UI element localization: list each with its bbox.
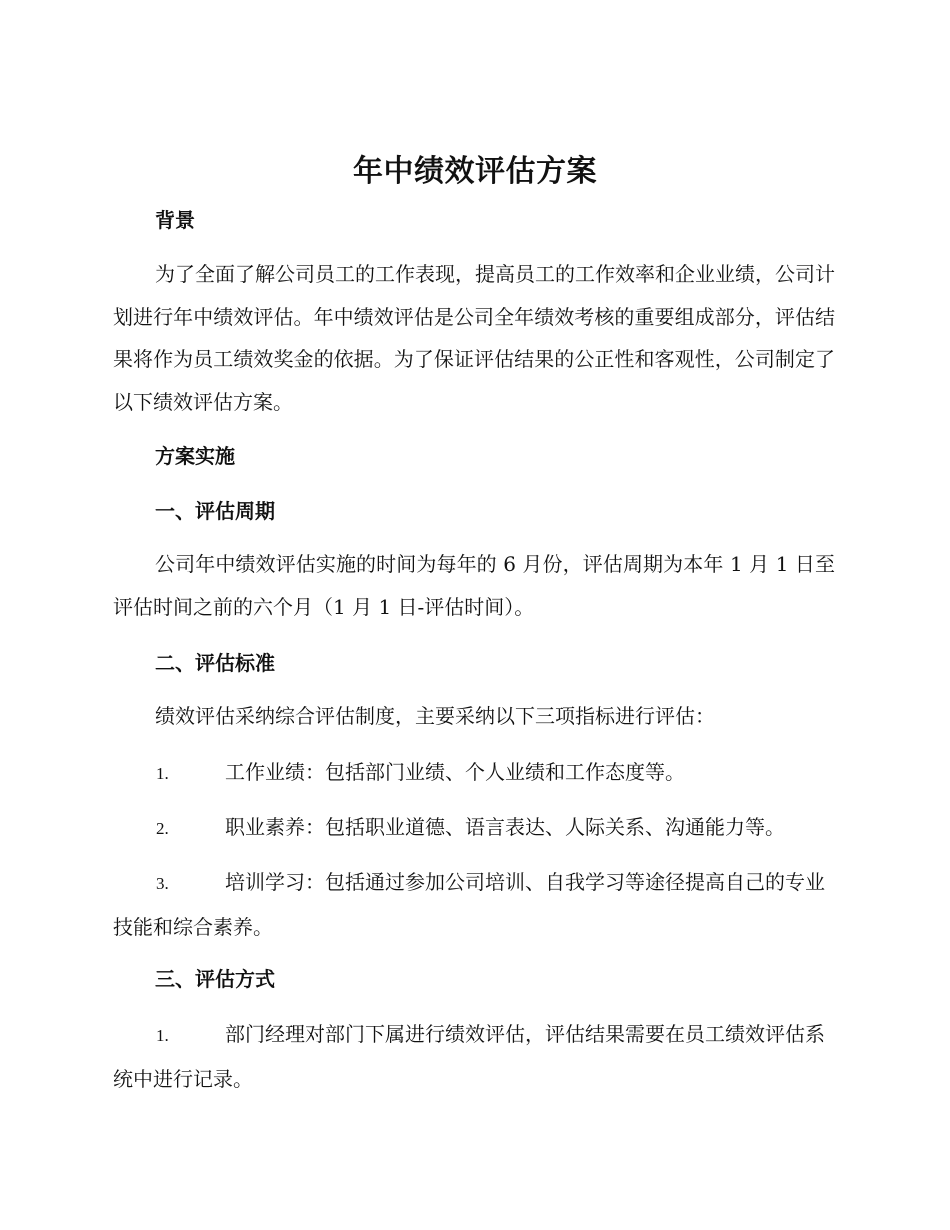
list-item xyxy=(113,1013,835,1100)
list-item-text: 职业素养：包括职业道德、语言表达、人际关系、沟通能力等。 xyxy=(225,815,785,839)
section-heading-period: 一、评估周期 xyxy=(155,499,275,523)
list-item xyxy=(113,861,835,948)
list-item-number: 2. xyxy=(156,819,169,838)
section-heading-background: 背景 xyxy=(155,208,195,232)
list-item-number: 3. xyxy=(156,874,169,893)
list-item-text: 工作业绩：包括部门业绩、个人业绩和工作态度等。 xyxy=(225,760,685,784)
list-item-number: 1. xyxy=(156,764,169,783)
document-title: 年中绩效评估方案 xyxy=(353,154,597,189)
period-paragraph: 公司年中绩效评估实施的时间为每年的 6 月份，评估周期为本年 1 月 1 日至评估时间之前的六个月（1 月 1 日-评估时间）。 xyxy=(113,552,835,619)
list-item-number: 1. xyxy=(156,1026,169,1045)
list-item-text: 部门经理对部门下属进行绩效评估，评估结果需要在员工绩效评估系统中进行记录。 xyxy=(113,1022,825,1091)
section-heading-method: 三、评估方式 xyxy=(155,967,275,991)
list-item xyxy=(113,751,835,796)
section-heading-implementation: 方案实施 xyxy=(155,444,235,468)
background-paragraph: 为了全面了解公司员工的工作表现，提高员工的工作效率和企业业绩，公司计划进行年中绩效评估。年中绩效评估是公司全年绩效考核的重要组成部分，评估结果将作为员工绩效奖金的依据。为了保证评估结果的公正性和客观性，公司制定了以下绩效评估方案。 xyxy=(113,262,835,414)
standards-intro: 绩效评估采纳综合评估制度，主要采纳以下三项指标进行评估： xyxy=(155,704,715,728)
list-item-text: 培训学习：包括通过参加公司培训、自我学习等途径提高自己的专业技能和综合素养。 xyxy=(113,870,825,939)
list-item xyxy=(113,806,835,851)
section-heading-standards: 二、评估标准 xyxy=(155,651,275,675)
